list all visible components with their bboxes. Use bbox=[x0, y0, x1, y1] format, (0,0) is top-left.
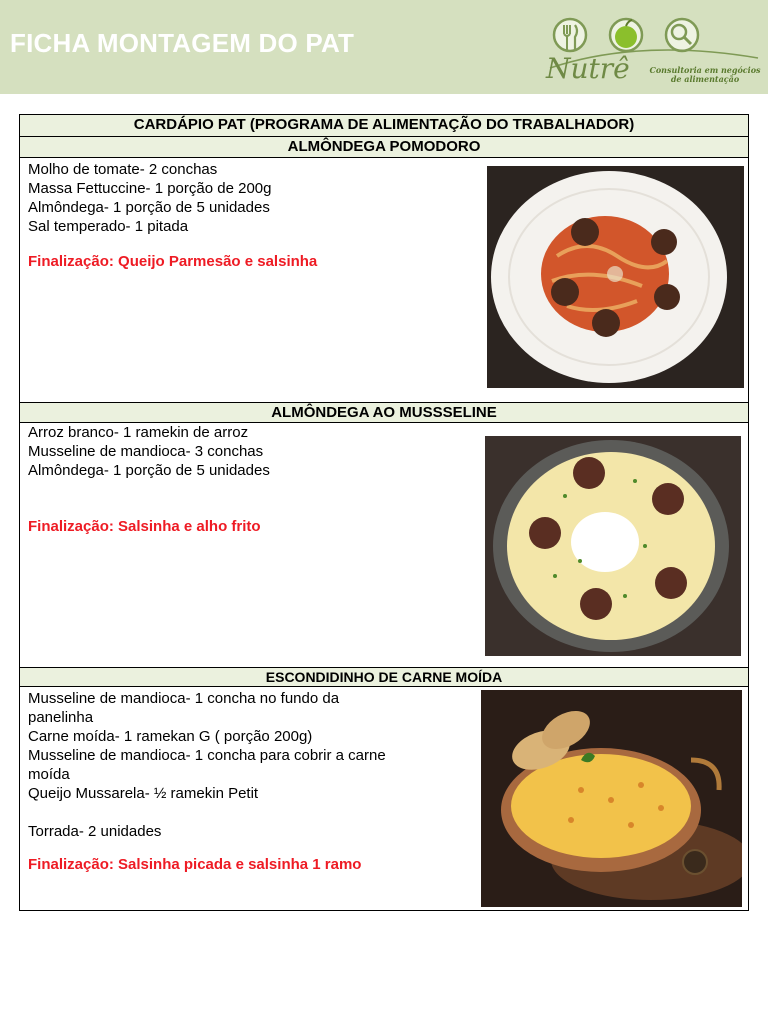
document-title: FICHA MONTAGEM DO PAT bbox=[10, 28, 355, 58]
ingredient-list bbox=[28, 689, 386, 841]
finish-note: Finalização: Salsinha picada e salsinha 1 ramo bbox=[28, 856, 362, 873]
ingredient-line: Musseline de mandioca- 1 concha no fundo da bbox=[28, 690, 340, 707]
ingredient-line: Molho de tomate- 2 conchas bbox=[28, 161, 218, 178]
ingredient-line: Queijo Mussarela- ½ ramekin Petit bbox=[28, 785, 259, 802]
ingredient-line: Torrada- 2 unidades bbox=[28, 823, 162, 840]
section-title: ESCONDIDINHO DE CARNE MOÍDA bbox=[20, 668, 748, 687]
ingredient-line bbox=[28, 803, 386, 822]
section-body bbox=[20, 423, 748, 668]
ingredient-line: Almôndega- 1 porção de 5 unidades bbox=[28, 199, 270, 216]
menu-table bbox=[19, 114, 749, 911]
ingredient-line: Carne moída- 1 ramekan G ( porção 200g) bbox=[28, 728, 313, 745]
meatballs-musseline-photo bbox=[485, 436, 741, 656]
ingredient-line: moída bbox=[28, 766, 70, 783]
ingredient-line: Sal temperado- 1 pitada bbox=[28, 218, 189, 235]
ingredient-list bbox=[28, 160, 271, 236]
section-title: ALMÔNDEGA POMODORO bbox=[20, 137, 748, 158]
ingredient-list bbox=[28, 423, 270, 480]
ingredient-line: Musseline de mandioca- 1 concha para cobrir a carne bbox=[28, 747, 386, 764]
ingredient-line: Almôndega- 1 porção de 5 unidades bbox=[28, 462, 270, 479]
ingredient-line: Arroz branco- 1 ramekin de arroz bbox=[28, 424, 249, 441]
section-title: ALMÔNDEGA AO MUSSSELINE bbox=[20, 403, 748, 423]
finish-note: Finalização: Queijo Parmesão e salsinha bbox=[28, 253, 318, 270]
section-body bbox=[20, 687, 748, 910]
header-banner bbox=[0, 0, 768, 94]
section-body bbox=[20, 158, 748, 403]
escondidinho-photo bbox=[481, 690, 742, 907]
ingredient-line: panelinha bbox=[28, 709, 94, 726]
nutre-logo bbox=[540, 10, 762, 90]
ingredient-line: Musseline de mandioca- 3 conchas bbox=[28, 443, 264, 460]
logo-tagline: Consultoria em negócios de alimentação bbox=[649, 65, 761, 84]
pasta-meatballs-photo bbox=[487, 166, 744, 388]
table-title: CARDÁPIO PAT (PROGRAMA DE ALIMENTAÇÃO DO TRABALHADOR) bbox=[20, 115, 748, 137]
logo-wordmark: Nutrê bbox=[546, 52, 630, 85]
ingredient-line: Massa Fettuccine- 1 porção de 200g bbox=[28, 180, 272, 197]
finish-note: Finalização: Salsinha e alho frito bbox=[28, 518, 261, 535]
